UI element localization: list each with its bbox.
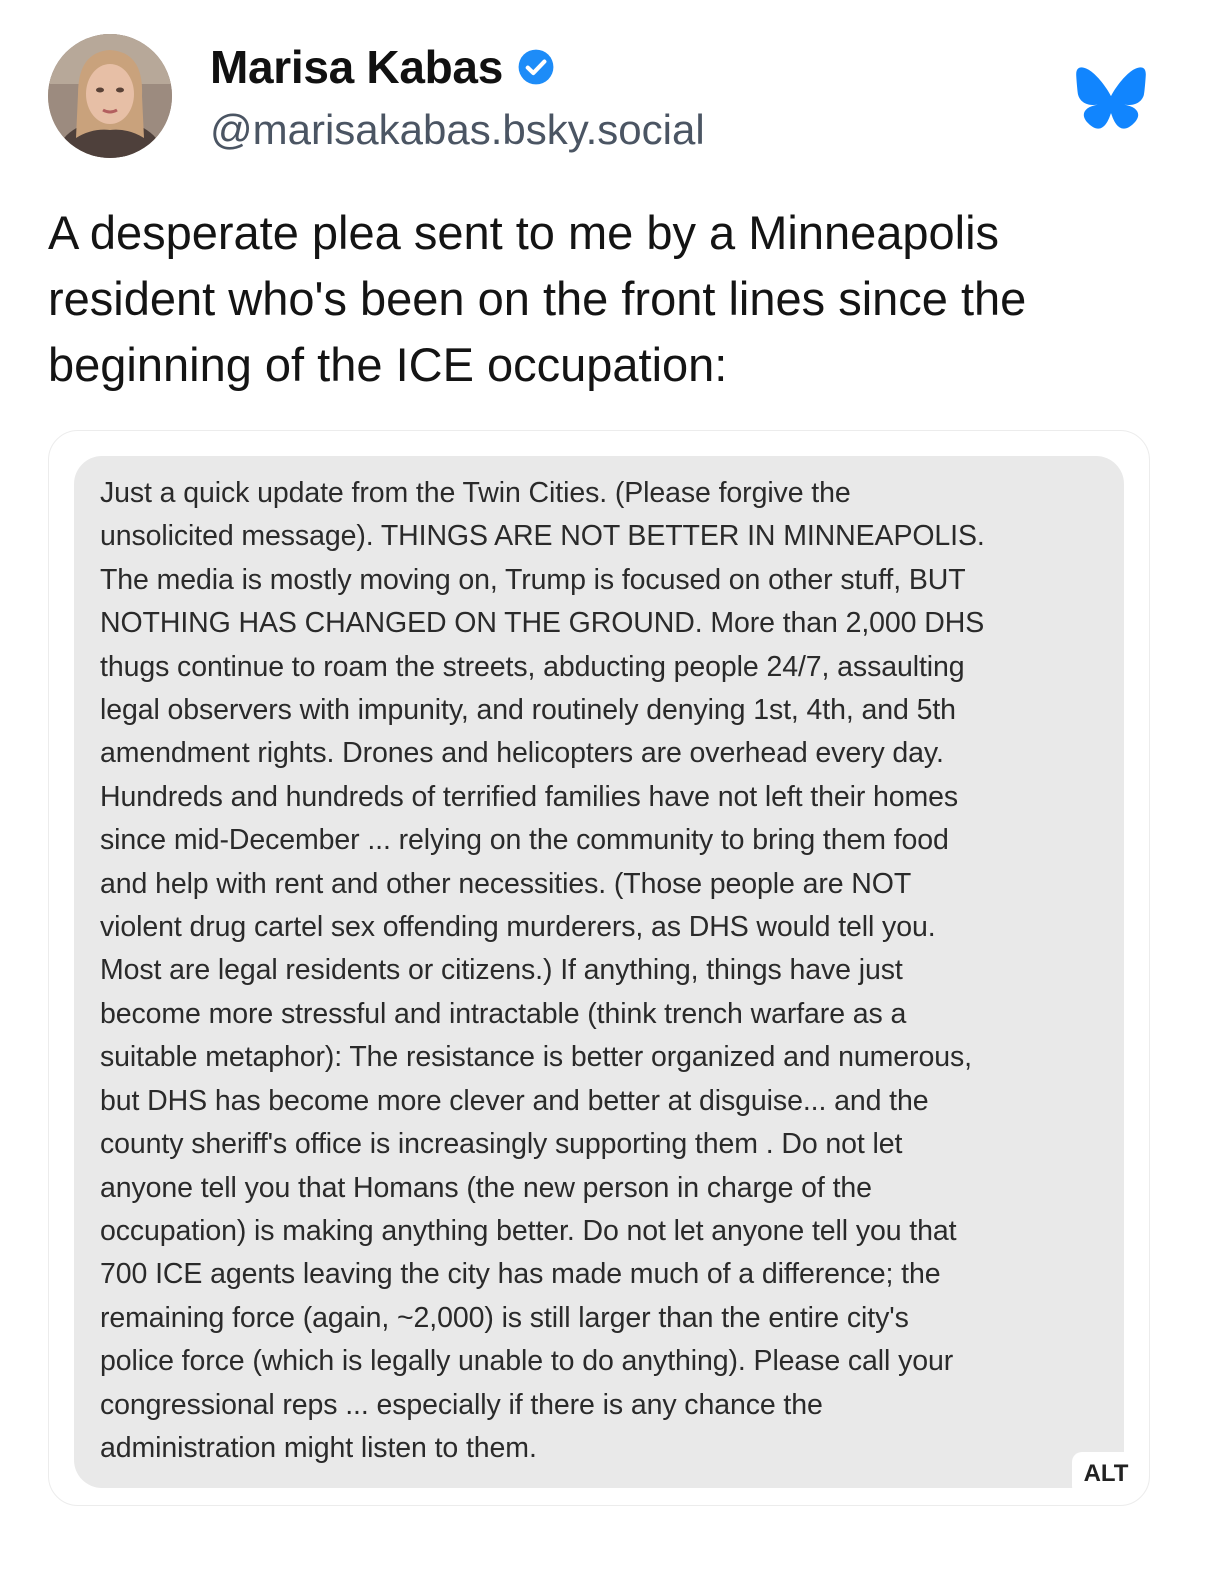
alt-text-badge[interactable]: ALT — [1072, 1452, 1140, 1496]
post-body-text: A desperate plea sent to me by a Minneapolis resident who's been on the front lines since the beginning of the ICE occupation: — [48, 206, 1027, 391]
avatar-photo — [48, 34, 172, 158]
display-name-text: Marisa Kabas — [210, 41, 503, 93]
verified-check-icon — [517, 48, 555, 86]
author-avatar[interactable] — [48, 34, 172, 158]
author-display-name[interactable] — [210, 40, 555, 94]
screenshot-message-text: Just a quick update from the Twin Cities. (Please forgive the unsolicited message). THINGS ARE NOT BETTER IN MINNEAPOLIS. The media is mostly moving on, Trump is focused on other stuff, BUT NOTHING HAS CHANGED ON THE GROUND. More than 2,000 DHS thugs continue to roam the streets, abducting people 24/7, assaulting legal observers with impunity, and routinely denying 1st, 4th, and 5th amendment rights. Drones and helicopters are overhead every day. Hundreds and hundreds of terrified families have not left their homes since mid-December ... relying on the community to bring them food and help with rent and other necessities. (Those people are NOT violent drug cartel sex offending murderers, as DHS would tell you. Most are legal residents or citizens.) If anything, things have just become more stressful and intractable (think trench warfare as a suitable metaphor): The resistance is better organized and numerous, but DHS has become more clever and better at disguise... and the county sheriff's office is increasingly supporting them . Do not let anyone tell you that Homans (the new person in charge of the occupation) is making anything better. Do not let anyone tell you that 700 ICE agents leaving the city has made much of a difference; the remaining force (again, ~2,000) is still larger than the entire city's police force (which is legally unable to do anything). Please call your congressional reps ... especially if there is any chance the administration might listen to them. — [100, 477, 985, 1464]
bluesky-butterfly-icon[interactable] — [1075, 66, 1147, 130]
author-handle[interactable]: @marisakabas.bsky.social — [210, 106, 705, 153]
